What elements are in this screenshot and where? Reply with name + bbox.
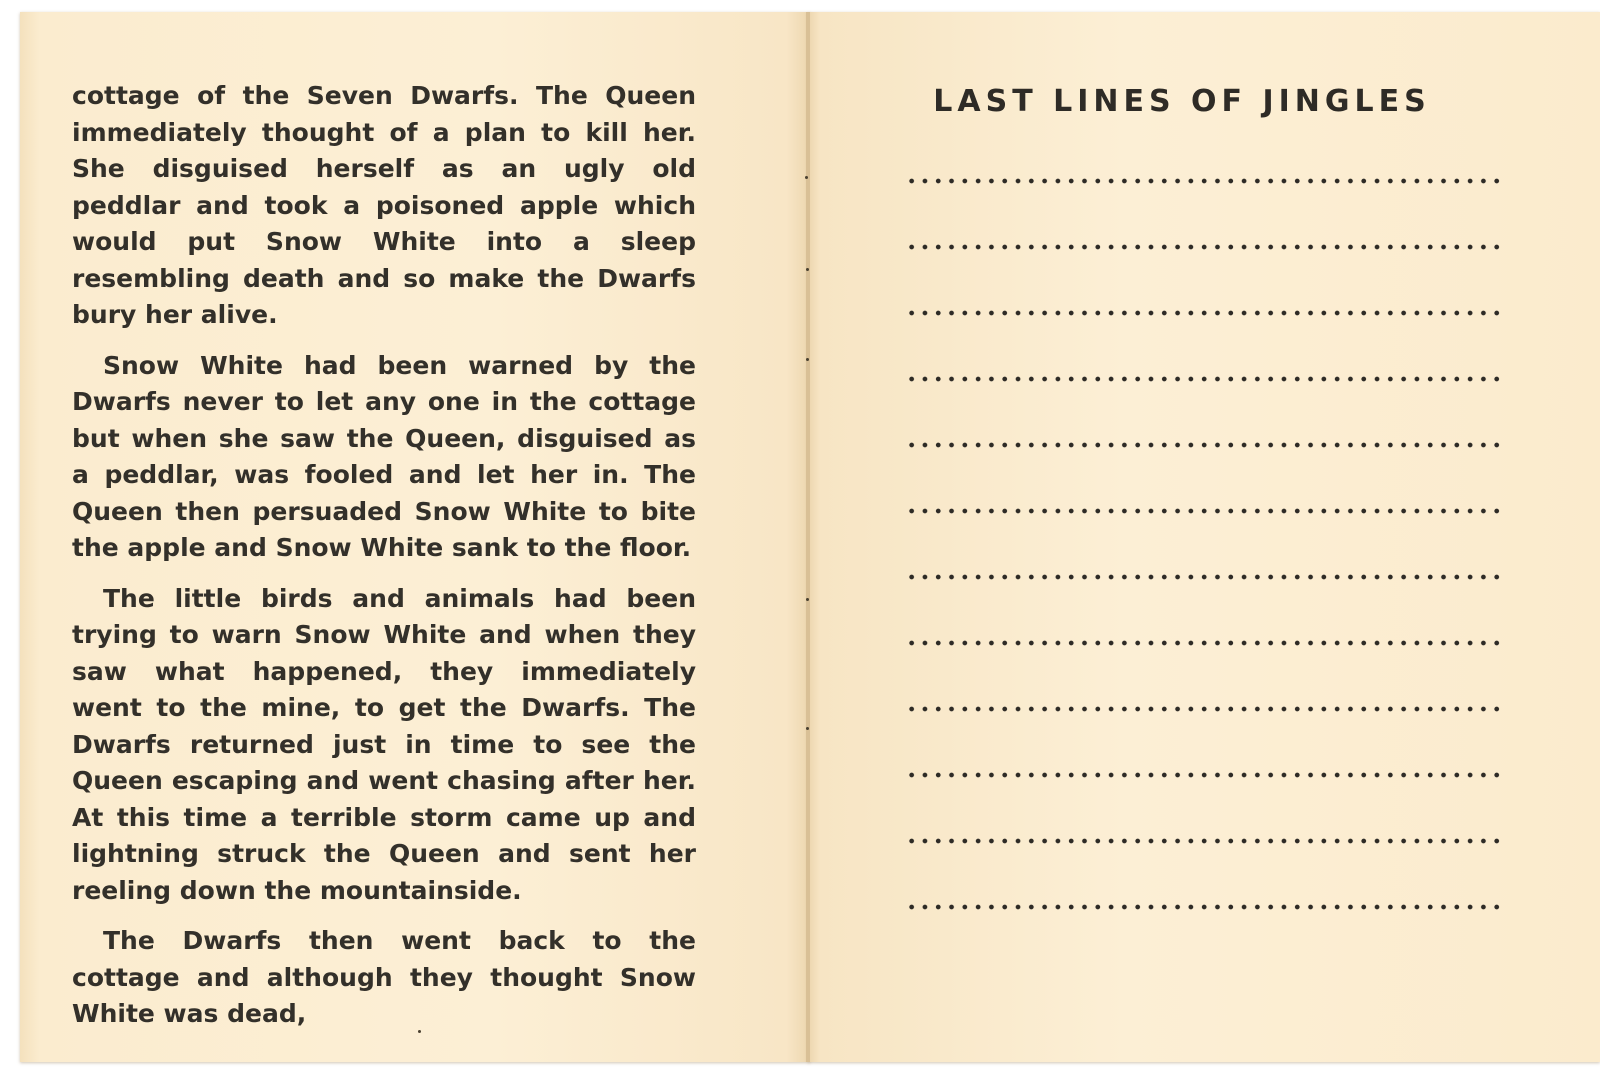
story-paragraph-2: Snow White had been warned by the Dwarfs never to let any one in the cottage but when she saw the Queen, disguised as a peddlar, was fooled and let her in. The Queen then persuaded Snow White to bite the apple and Snow White sank to the floor. [72, 350, 696, 562]
blank-dotted-line-6[interactable] [905, 508, 1505, 514]
blank-dotted-line-7[interactable] [905, 574, 1505, 580]
paper-speck [806, 358, 809, 361]
paper-speck [806, 727, 809, 730]
story-text [72, 78, 696, 1047]
book-gutter [806, 12, 810, 1062]
blank-dotted-line-12[interactable] [905, 904, 1505, 910]
blank-dotted-line-10[interactable] [905, 772, 1505, 778]
story-paragraph-4: The Dwarfs then went back to the cottage and although they thought Snow White was dead, [72, 926, 696, 1028]
blank-dotted-line-4[interactable] [905, 376, 1505, 382]
story-paragraph-3: The little birds and animals had been trying to warn Snow White and when they saw what happened, they immediately went to the mine, to get the Dwarfs. The Dwarfs returned just in time to see the Queen escaping and went chasing after her. At this time a terrible storm came up and lightning struck the Queen and sent her reeling down the mountainside. [72, 583, 696, 905]
blank-dotted-line-1[interactable] [905, 178, 1505, 184]
paper-speck [806, 598, 809, 601]
blank-dotted-line-8[interactable] [905, 640, 1505, 646]
blank-dotted-line-9[interactable] [905, 706, 1505, 712]
blank-dotted-line-5[interactable] [905, 442, 1505, 448]
blank-dotted-line-3[interactable] [905, 310, 1505, 316]
paper-speck [805, 176, 808, 179]
blank-dotted-line-2[interactable] [905, 244, 1505, 250]
paper-speck [806, 268, 809, 271]
blank-dotted-line-11[interactable] [905, 838, 1505, 844]
page-title: LAST LINES OF JINGLES [933, 84, 1431, 119]
story-paragraph-1: cottage of the Seven Dwarfs. The Queen immediately thought of a plan to kill her. She disguised herself as an ugly old peddlar and took a poisoned apple which would put Snow White into a sleep resembling death and so make the Dwarfs bury her alive. [72, 81, 696, 329]
paper-speck [418, 1030, 421, 1033]
